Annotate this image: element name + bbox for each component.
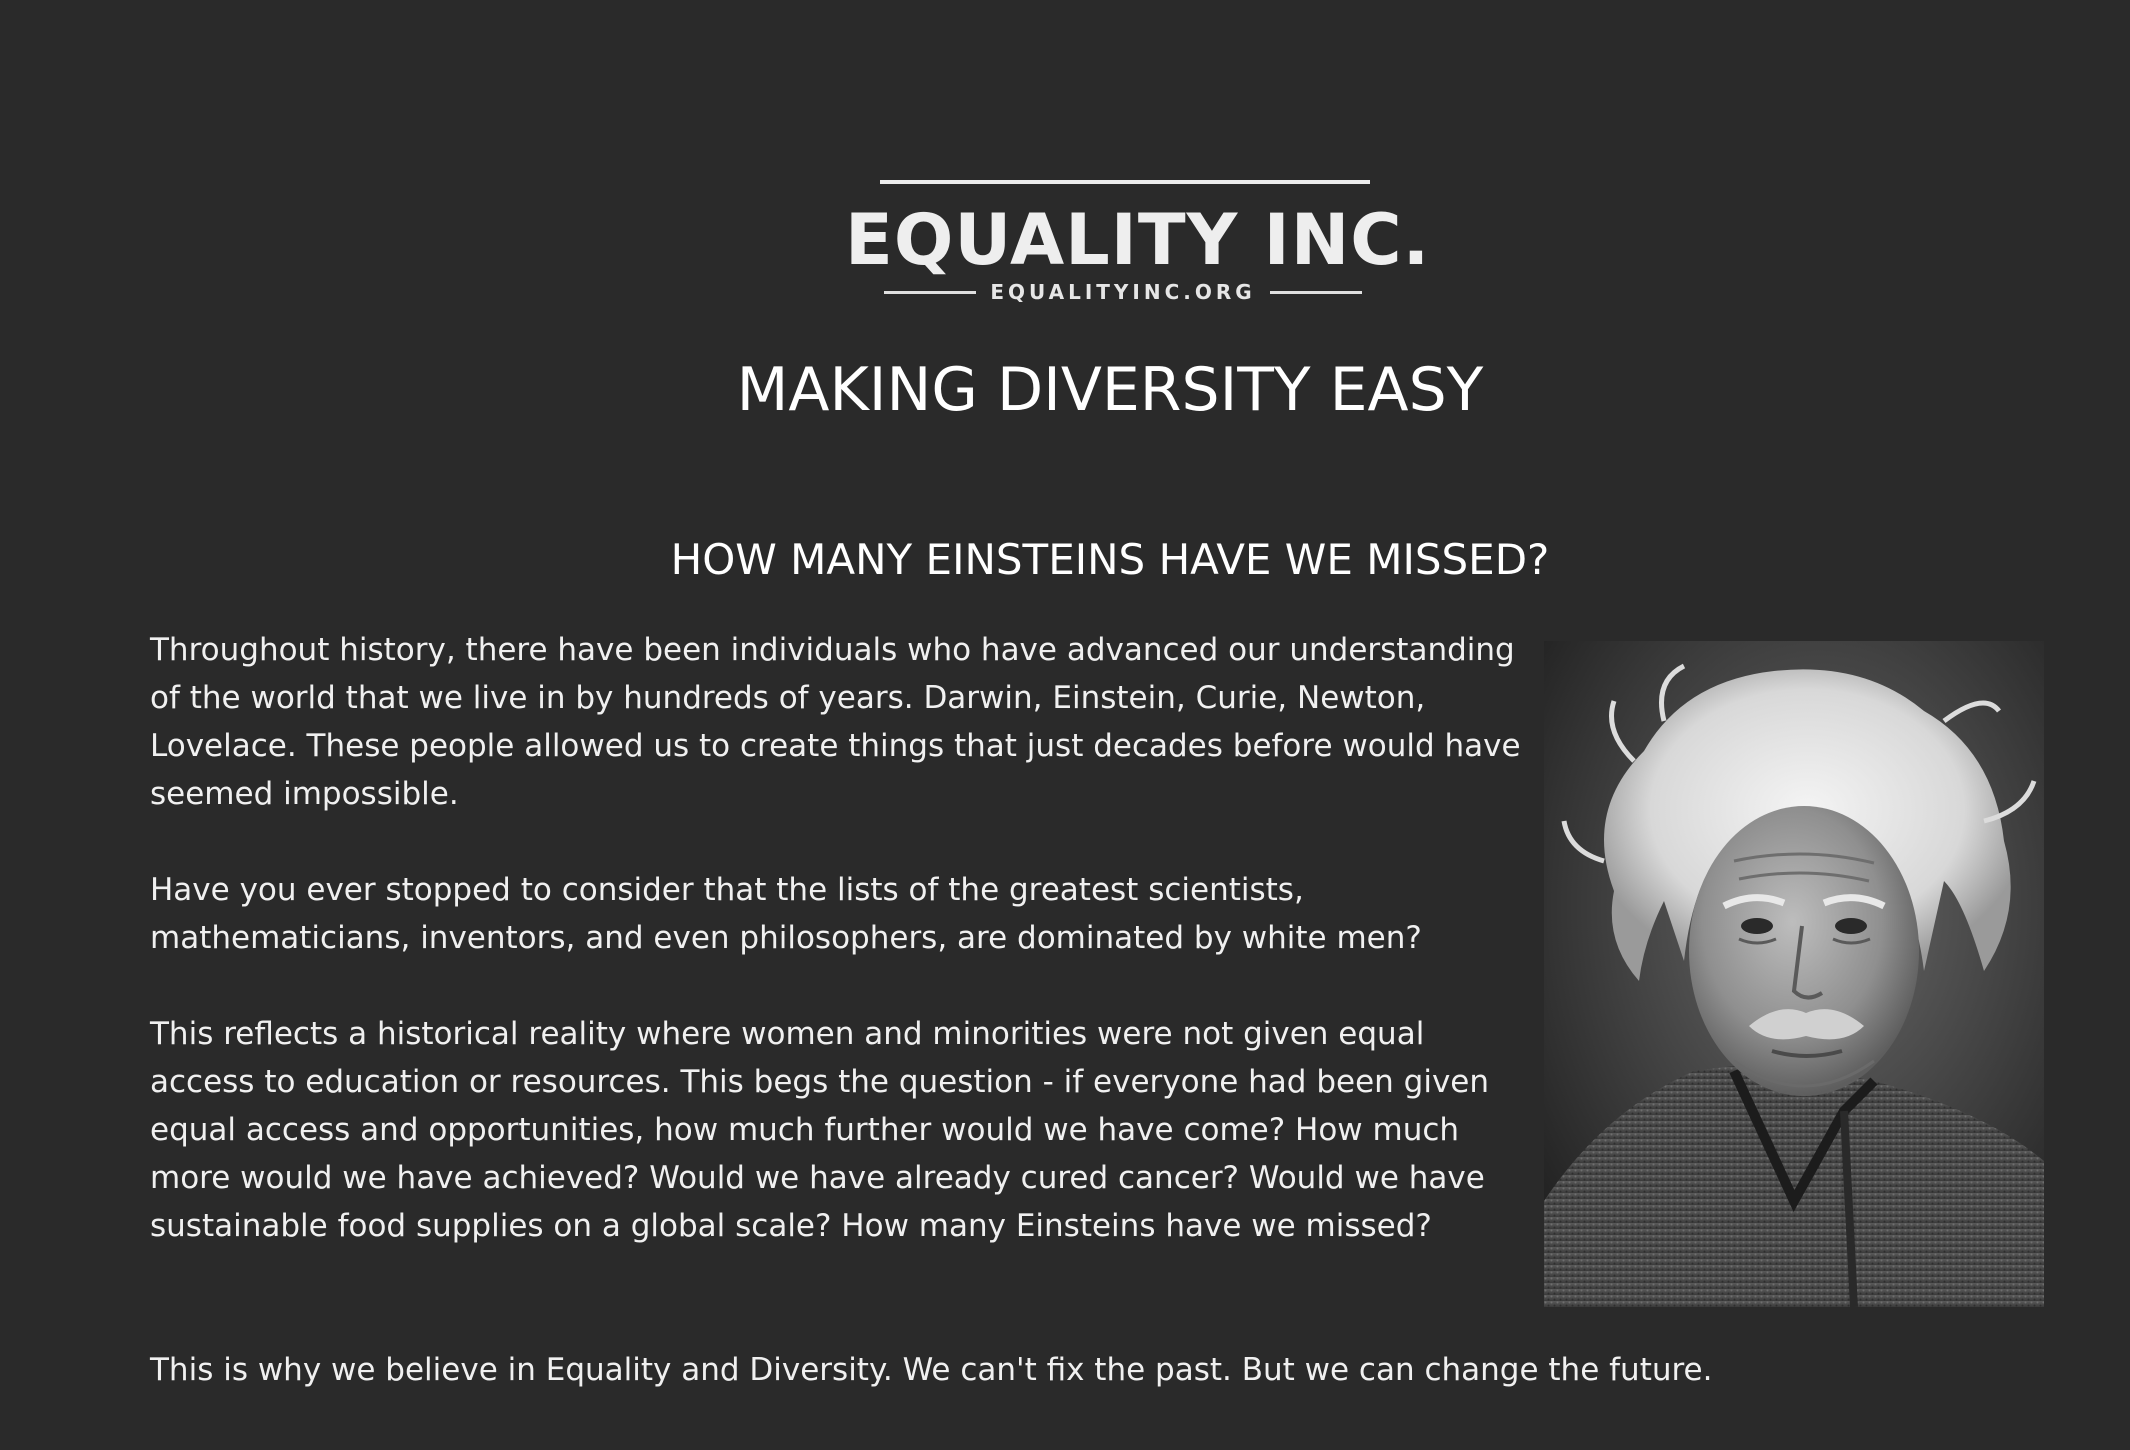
logo-left-dash [884, 291, 976, 294]
logo-wordmark: EQUALITY INC. [845, 199, 1431, 281]
logo-domain: EQUALITYINC.ORG [990, 280, 1256, 304]
paragraph-3: This reflects a historical reality where women and minorities were not given equal access to education or resources. This begs the question - if everyone had been given equal access and opportunities, how much further would we have come? How much more would we have achieved? Would we have already cured cancer? Would we have sustainable food supplies on a global scale? How many Einsteins have we missed? [150, 1016, 1490, 1244]
section-title: HOW MANY EINSTEINS HAVE WE MISSED? [670, 535, 1550, 584]
einstein-portrait [1544, 641, 2044, 1307]
closing-statement: This is why we believe in Equality and Diversity. We can't fix the past. But we can change the future. [150, 1352, 1713, 1388]
logo-top-rule [880, 180, 1370, 184]
logo-domain-row [873, 280, 1373, 304]
paragraph-2: Have you ever stopped to consider that the lists of the greatest scientists, mathematicians, inventors, and even philosophers, are dominated by white men? [150, 872, 1422, 956]
logo-right-dash [1270, 291, 1362, 294]
logo [845, 180, 1431, 304]
article-body [150, 626, 1530, 1298]
page-headline: MAKING DIVERSITY EASY [736, 355, 1484, 425]
paragraph-1: Throughout history, there have been individuals who have advanced our understanding of the world that we live in by hundreds of years. Darwin, Einstein, Curie, Newton, Lovelace. These people allowed us to create things that just decades before would have seemed impossible. [150, 632, 1521, 812]
portrait-illustration [1544, 641, 2044, 1307]
